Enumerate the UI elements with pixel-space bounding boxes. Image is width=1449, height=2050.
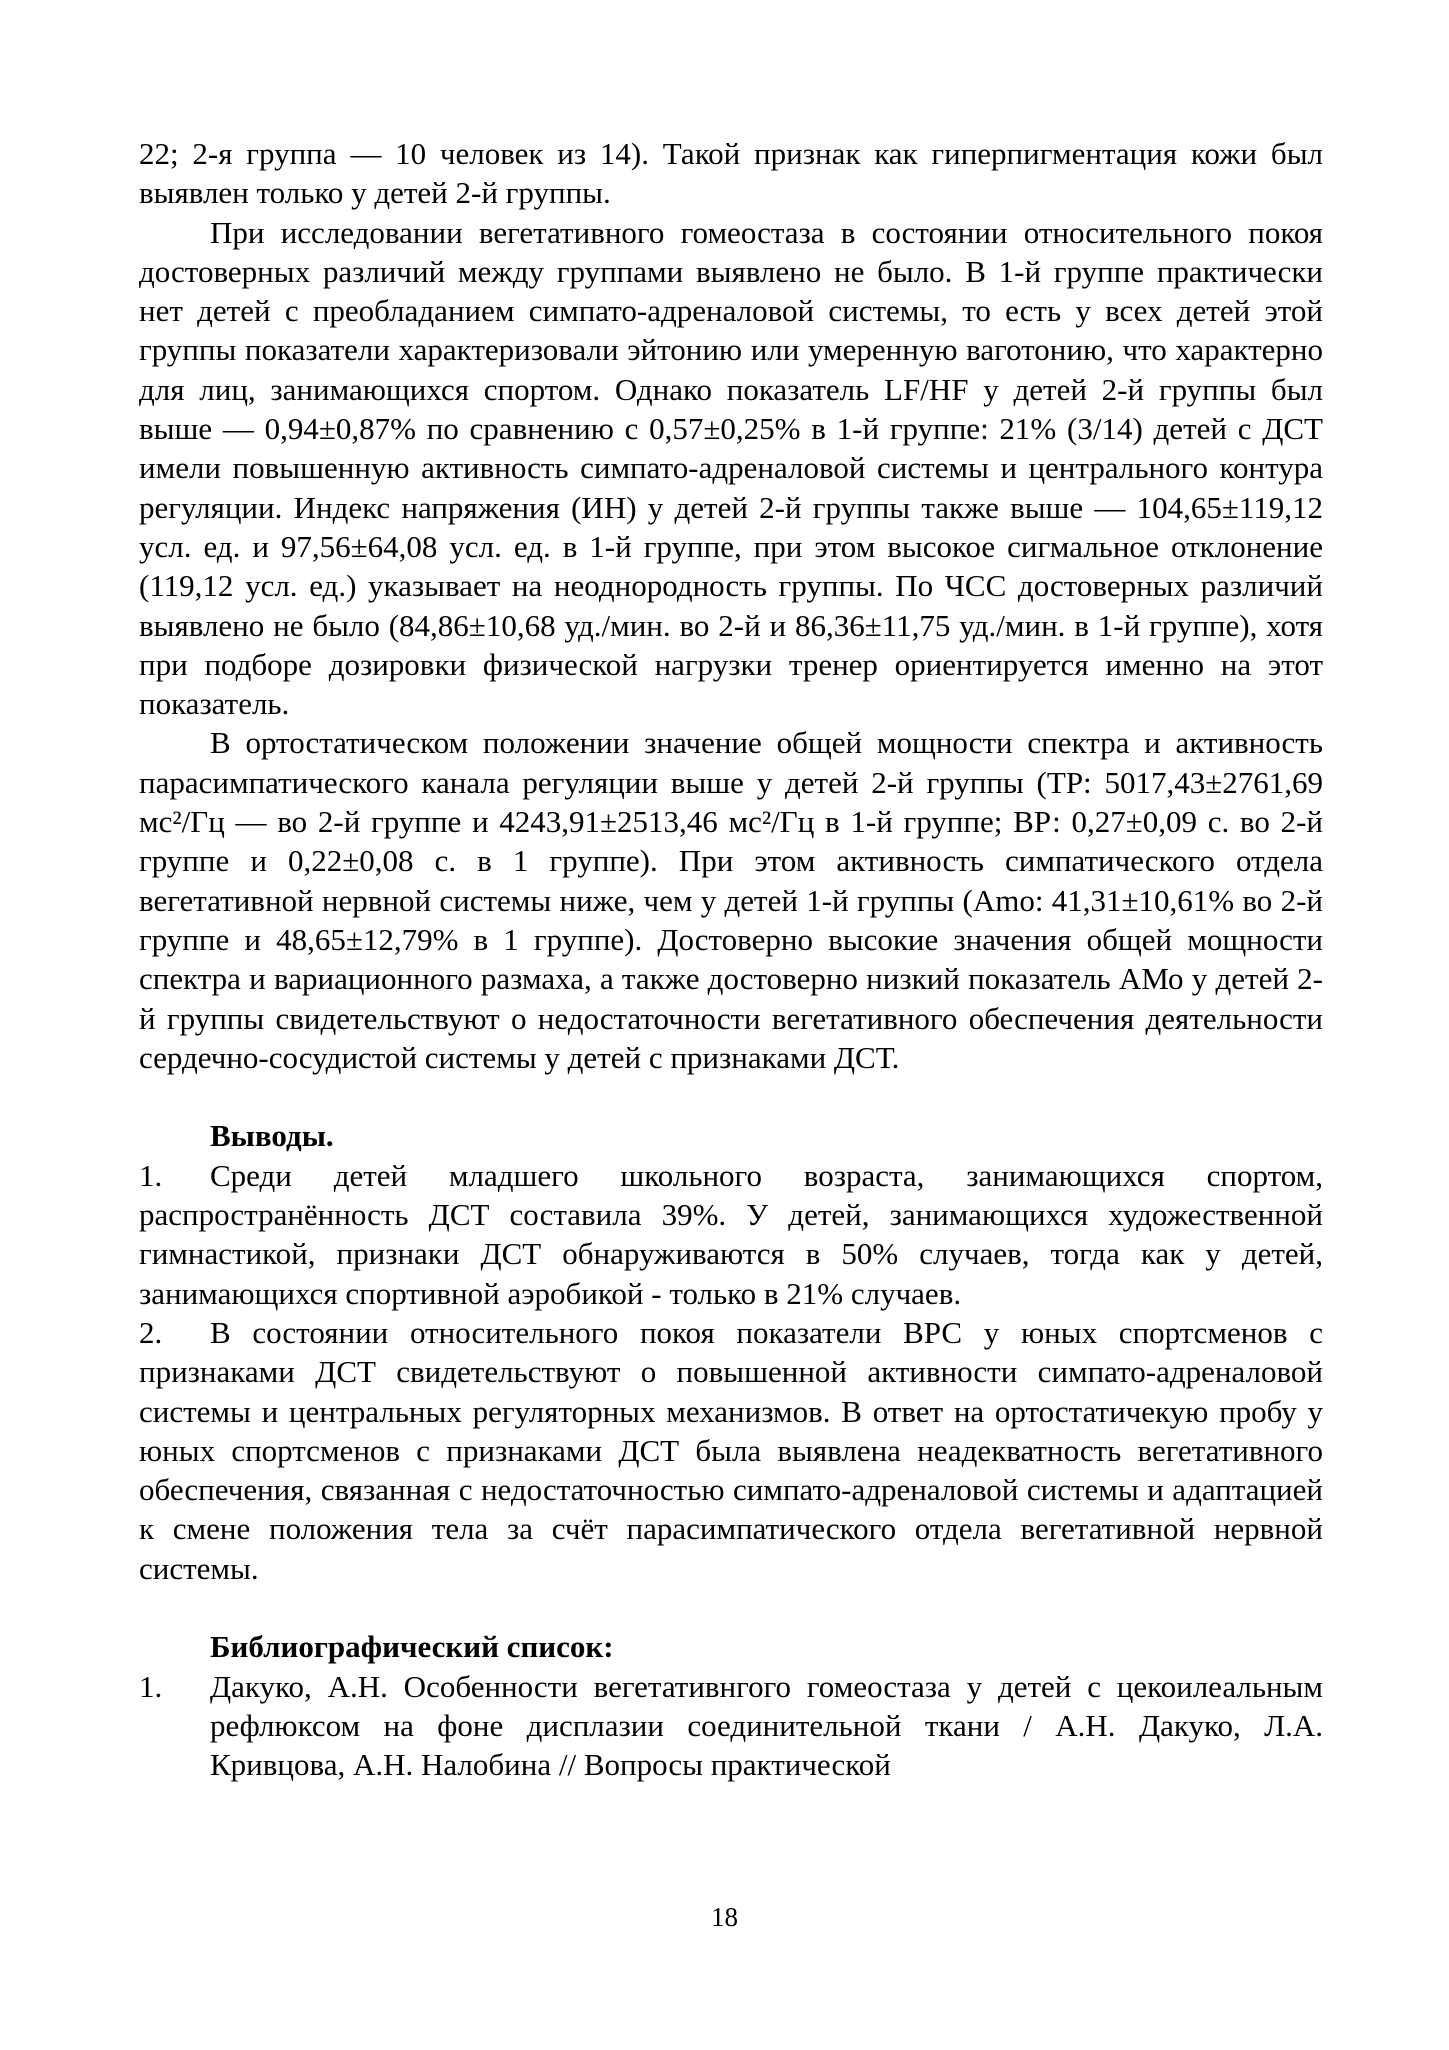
conclusions-heading: Выводы. xyxy=(210,1118,334,1154)
bibliography-item-1 xyxy=(139,1667,1323,1785)
conclusion-item-2 xyxy=(139,1313,1323,1588)
page-body xyxy=(139,134,1323,1784)
bibliography-number: 1. xyxy=(139,1668,163,1704)
conclusion-item-1 xyxy=(139,1156,1323,1313)
paragraph-continuation: 22; 2-я группа — 10 человек из 14). Такой признак как гиперпигментация кожи был выявлен только у детей 2-й группы. xyxy=(139,136,1323,211)
conclusion-number: 1. xyxy=(139,1157,163,1193)
page-number: 18 xyxy=(711,1902,738,1932)
conclusion-number: 2. xyxy=(139,1314,163,1350)
bibliography-text: Дакуко, А.Н. Особенности вегетативнгого гомеостаза у детей с цекоилеальным рефлюксом на фоне дисплазии соединительной ткани / А.Н. Дакуко, Л.А. Кривцова, А.Н. Налобина // Вопросы практической xyxy=(210,1668,1323,1783)
paragraph-orthostatic: В ортостатическом положении значение общей мощности спектра и активность парасимпатического канала регуляции выше у детей 2-й группы (TP: 5017,43±2761,69 мс²/Гц — во 2-й группе и 4243,91±2513,46 мс²/Гц в 1-й группе; ВР: 0,27±0,09 с. во 2-й группе и 0,22±0,08 с. в 1 группе). При этом активность симпатического отдела вегетативной нервной системы ниже, чем у детей 1-й группы (Amo: 41,31±10,61% во 2-й группе и 48,65±12,79% в 1 группе). Достоверно высокие значения общей мощности спектра и вариационного размаха, а также достоверно низкий показатель АМо у детей 2-й группы свидетельствуют о недостаточности вегетативного обеспечения деятельности сердечно-сосудистой системы у детей с признаками ДСТ. xyxy=(139,725,1323,1075)
spacer xyxy=(139,1588,1323,1627)
bibliography-heading: Библиографический список: xyxy=(210,1629,614,1665)
spacer xyxy=(139,1077,1323,1116)
paragraph-rest-state: При исследовании вегетативного гомеостаза в состоянии относительного покоя достоверных различий между группами выявлено не было. В 1-й группе практически нет детей с преобладанием симпато-адреналовой системы, то есть у всех детей этой группы показатели характеризовали эйтонию или умеренную ваготонию, что характерно для лиц, занимающихся спортом. Однако показатель LF/HF у детей 2-й группы был выше — 0,94±0,87% по сравнению с 0,57±0,25% в 1-й группе: 21% (3/14) детей с ДСТ имели повышенную активность симпато-адреналовой системы и центрального контура регуляции. Индекс напряжения (ИН) у детей 2-й группы также выше — 104,65±119,12 усл. ед. и 97,56±64,08 усл. ед. в 1-й группе, при этом высокое сигмальное отклонение (119,12 усл. ед.) указывает на неоднородность группы. По ЧСС достоверных различий выявлено не было (84,86±10,68 уд./мин. во 2-й и 86,36±11,75 уд./мин. в 1-й группе), хотя при подборе дозировки физической нагрузки тренер ориентируется именно на этот показатель. xyxy=(139,214,1323,722)
conclusion-text: Среди детей младшего школьного возраста, занимающихся спортом, распространённость ДСТ составила 39%. У детей, занимающихся художественной гимнастикой, признаки ДСТ обнаруживаются в 50% случаев, тогда как у детей, занимающихся спортивной аэробикой - только в 21% случаев. xyxy=(139,1157,1323,1311)
conclusion-text: В состоянии относительного покоя показатели ВРС у юных спортсменов с признаками ДСТ свидетельствуют о повышенной активности симпато-адреналовой системы и центральных регуляторных механизмов. В ответ на ортостатичекую пробу у юных спортсменов с признаками ДСТ была выявлена неадекватность вегетативного обеспечения, связанная с недостаточностью симпато-адреналовой системы и адаптацией к смене положения тела за счёт парасимпатического отдела вегетативной нервной системы. xyxy=(139,1314,1323,1586)
